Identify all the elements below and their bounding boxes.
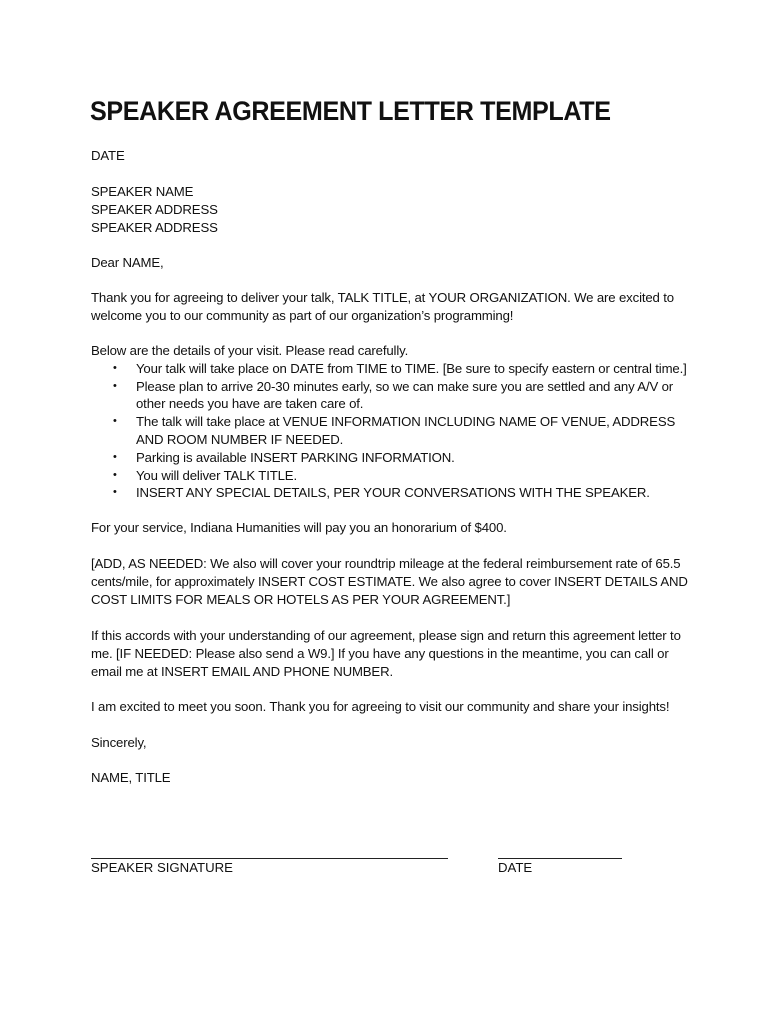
detail-text: You will deliver TALK TITLE. [136, 467, 297, 483]
accords-line-2: me. [IF NEEDED: Please also send a W9.] If you have any questions in the meantime, you can call or [91, 645, 669, 661]
list-item [91, 484, 691, 502]
list-item [91, 378, 691, 414]
list-item [91, 360, 691, 378]
signer-text: NAME, TITLE [91, 770, 171, 785]
bullet-icon: • [113, 415, 117, 428]
speaker-address-block [91, 183, 691, 236]
bullet-icon: • [113, 379, 117, 392]
details-list [91, 360, 691, 502]
detail-text: INSERT ANY SPECIAL DETAILS, PER YOUR CONVERSATIONS WITH THE SPEAKER. [136, 485, 650, 501]
accords-line-1: If this accords with your understanding of our agreement, please sign and return this agreement letter to [91, 628, 681, 643]
closing-text: I am excited to meet you soon. Thank you for agreeing to visit our community and share your insights! [91, 699, 670, 714]
detail-text: The talk will take place at VENUE INFORMATION INCLUDING NAME OF VENUE, ADDRESS [136, 414, 676, 430]
detail-text: Parking is available INSERT PARKING INFORMATION. [136, 449, 455, 465]
salutation-text: Dear NAME, [91, 255, 164, 270]
details-intro: Below are the details of your visit. Please read carefully. [91, 343, 409, 358]
mileage-paragraph [91, 555, 691, 608]
signature-label: SPEAKER SIGNATURE [91, 860, 233, 875]
list-item [91, 449, 691, 467]
salutation [91, 254, 691, 272]
letter-title: SPEAKER AGREEMENT LETTER TEMPLATE [90, 96, 611, 126]
bullet-icon: • [113, 486, 117, 499]
honorarium-text: For your service, Indiana Humanities will pay you an honorarium of $400. [91, 520, 507, 535]
speaker-address-line-1: SPEAKER ADDRESS [91, 201, 218, 217]
accords-paragraph [91, 627, 691, 680]
list-item [91, 467, 691, 485]
accords-line-3: email me at INSERT EMAIL AND PHONE NUMBER. [91, 663, 393, 679]
sign-off [91, 734, 691, 752]
detail-text: Please plan to arrive 20-30 minutes early, so we can make sure you are settled and any A/V or [136, 378, 674, 394]
speaker-name: SPEAKER NAME [91, 184, 194, 199]
detail-text: Your talk will take place on DATE from TIME to TIME. [Be sure to specify eastern or central time.] [136, 360, 687, 376]
honorarium-paragraph [91, 519, 691, 537]
signature-line [91, 846, 448, 859]
date-line [498, 846, 622, 859]
bullet-icon: • [113, 450, 117, 463]
date-text: DATE [91, 148, 125, 163]
mileage-line-1: [ADD, AS NEEDED: We also will cover your roundtrip mileage at the federal reimbursement rate of 65.5 [91, 556, 681, 571]
details-section [91, 342, 691, 502]
intro-paragraph [91, 289, 691, 325]
mileage-line-2: cents/mile, for approximately INSERT COST ESTIMATE. We also agree to cover INSERT DETAILS AND [91, 573, 688, 589]
list-item [91, 413, 691, 449]
sign-off-text: Sincerely, [91, 735, 147, 750]
date-label: DATE [498, 860, 533, 875]
intro-line-2: welcome you to our community as part of our organization’s programming! [91, 307, 514, 323]
mileage-line-3: COST LIMITS FOR MEALS OR HOTELS AS PER YOUR AGREEMENT.] [91, 591, 511, 607]
intro-line-1: Thank you for agreeing to deliver your talk, TALK TITLE, at YOUR ORGANIZATION. We are excited to [91, 290, 674, 305]
speaker-address-line-2: SPEAKER ADDRESS [91, 219, 218, 235]
bullet-icon: • [113, 468, 117, 481]
letter-date [91, 147, 691, 165]
closing-paragraph [91, 698, 691, 716]
bullet-icon: • [113, 361, 117, 374]
detail-text-continued: AND ROOM NUMBER IF NEEDED. [136, 431, 344, 447]
detail-text-continued: other needs you have are taken care of. [136, 396, 364, 412]
signer [91, 769, 691, 787]
